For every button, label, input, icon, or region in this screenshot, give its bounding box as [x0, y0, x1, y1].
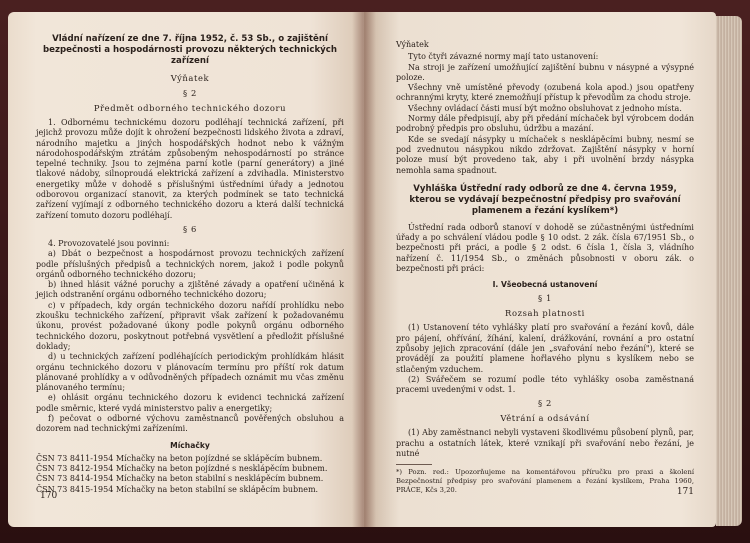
right-paragraph-1: Tyto čtyři závazné normy mají tato ustanovení: [408, 52, 599, 62]
list-item-b: b) ihned hlásit vážné poruchy a zjištěné závady a opatření učiněná k jejich odstranění orgánu odborného technického dozoru; [36, 280, 344, 300]
right-paragraph-3: Všechny vně umístěné převody (ozubená kola apod.) jsou opatřeny ochrannými kryty, které znemožňují přístup k převodům za chodu stroje. [396, 83, 694, 103]
right-paragraph-4: Všechny ovládací části musí být možno obsluhovat z jednoho místa. [408, 103, 682, 113]
section-1-title: Rozsah platnosti [505, 308, 585, 319]
section-6-number: § 6 [183, 223, 197, 234]
section-2-title-right: Větrání a odsávání [500, 413, 590, 424]
right-excerpt-label: Výňatek [396, 40, 429, 49]
section-2-title: Předmět odborného technického dozoru [93, 103, 287, 113]
norm-line-1: ČSN 73 8411-1954 Míchačky na beton pojízdné se sklápěcím bubnem. [36, 453, 323, 463]
left-paragraph-1: 1. Odbornému technickému dozoru podléhají technická zařízení, při jejichž provozu může dojít k ohrožení bezpečnosti lidského života a zdraví, národního majetku a jiných hospodářských hodnot nebo k vážným národohospodářským ztrátám způsobeným nehospodárností po stránce tepelné techniky. Jsou to zejména parní kotle (parní generátory) a jiné tlakové nádoby, silnoproudá elektrická zařízení a zdvihadla. Ministerstvo energetiky může v dohodě s příslušnými ústředními úřady a jednotou odborovou organizací stanovit, za kterých podmínek se tato technická zařízení vyjímají z odborného technického dozoru a která další technická zařízení tomuto dozoru podléhají. [36, 118, 344, 220]
right-intro: Ústřední rada odborů stanoví v dohodě se zúčastněnými ústředními úřady a po schválení vládou podle § 10 odst. 2 zák. čísla 67/1951 Sb., o bezpečnosti při práci, a podle § 2 odst. 6 čísla 1, čísla 3, vládního nařízení č. 11/1954 Sb., o změnách působnosti v oboru zák. o bezpečnosti při práci: [396, 222, 694, 274]
left-excerpt-label: Výňatek [170, 73, 210, 83]
section-1-number: § 1 [538, 293, 552, 304]
norm-line-4: ČSN 73 8415-1954 Míchačky na beton stabilní se sklápěcím bubnem. [36, 484, 319, 494]
left-paragraph-2-intro: 4. Provozovatelé jsou povinni: [48, 238, 170, 248]
left-page-number: 170 [40, 491, 58, 501]
right-paragraph-5: Normy dále předpisují, aby při předání míchaček byl výrobcem dodán podrobný předpis pro obsluhu, údržbu a mazání. [396, 114, 694, 134]
mixers-subheading: Míchačky [170, 440, 210, 450]
book-gutter [352, 12, 376, 527]
section-2-number-right: § 2 [538, 398, 552, 409]
section-2-paragraph-1: (1) Aby zaměstnanci nebyli vystaveni škodlivému působení plynů, par, prachu a ostatních látek, které vznikají při svařování nebo řezání, je nutné [396, 428, 694, 459]
section-1-paragraph-2: (2) Svářečem se rozumí podle této vyhlášky osoba zaměstnaná pracemi uvedenými v odst. 1. [396, 374, 694, 395]
right-paragraph-2: Na stroji je zařízení umožňující zajištění bubnu v násypné a výsypné poloze. [396, 62, 694, 82]
page-edges [716, 16, 742, 526]
norm-line-2: ČSN 73 8412-1954 Míchačky na beton pojízdné s nesklápěcím bubnem. [36, 463, 328, 473]
footnote: *) Pozn. red.: Upozorňujeme na komentářovou příručku pro praxi a školení Bezpečnostní předpisy pro svařování plamenem a řezání kyslíkem, Praha 1960, PRÁCE, Kčs 3,20. [396, 468, 694, 494]
left-page [8, 12, 364, 527]
part-1-heading: I. Všeobecná ustanovení [492, 280, 598, 290]
list-item-c: c) v případech, kdy orgán technického dozoru nařídí prohlídku nebo zkoušku technického zařízení, připravit však zařízení k požadovanému úkonu, provést požadované úkony podle pokynů orgánu odborného technického dozoru, poskytnout potřebná vysvětlení a předložit příslušné doklady; [36, 300, 344, 351]
norm-line-3: ČSN 73 8414-1954 Míchačky na beton stabilní s nesklápěcím bubnem. [36, 474, 324, 484]
footnote-rule [396, 464, 432, 465]
list-item-f: f) pečovat o odborné výchovu zaměstnanců pověřených obsluhou a dozorem nad technickými zařízeními. [36, 414, 344, 434]
section-2-number: § 2 [183, 88, 197, 98]
left-title: Vládní nařízení ze dne 7. října 1952, č. 53 Sb., o zajištění bezpečnosti a hospodárnosti provozu některých technických zařízení [43, 34, 337, 66]
list-item-d: d) u technických zařízení podléhajících periodickým prohlídkám hlásit orgánu technického dozoru v plánovacím termínu pro příští rok datum plánované prohlídky a v odůvodněných případech oznámit mu včas změnu plánovaného termínu; [36, 352, 344, 393]
section-1-paragraph-1: (1) Ustanovení této vyhlášky platí pro svařování a řezání kovů, dále pro pájení, ohřívání, žíhání, kalení, drážkování, rovnání a pro ostatní způsoby jejich zpracování (dále jen „svařování nebo řezání"), které se provádějí za použití plamene hořlavého plynu s kyslíkem nebo se stlačeným vzduchem. [396, 323, 694, 374]
right-title: Vyhláška Ústřední rady odborů ze dne 4. června 1959, kterou se vydávají bezpečnostní předpisy pro svařování plamenem a řezání kyslíkem*) [409, 183, 681, 216]
list-item-e: e) ohlásit orgánu technického dozoru k evidenci technická zařízení podle směrnic, které vydá ministerstvo paliv a energetiky; [36, 393, 344, 413]
right-page [364, 12, 716, 527]
list-item-a: a) Dbát o bezpečnost a hospodárnost provozu technických zařízení podle příslušných předpisů a technických norem, jakož i podle pokynů orgánů odborného technického dozoru; [36, 249, 344, 279]
right-paragraph-6: Kde se svedají násypky u míchaček s nesklápěcími bubny, nesmí se pod zvednutou násypkou nikdo zdržovat. Zajištění násypky v horní poloze musí být provedeno tak, aby i při uvolnění brzdy násypka nemohla sama spadnout. [396, 134, 694, 175]
right-page-number: 171 [676, 487, 694, 497]
